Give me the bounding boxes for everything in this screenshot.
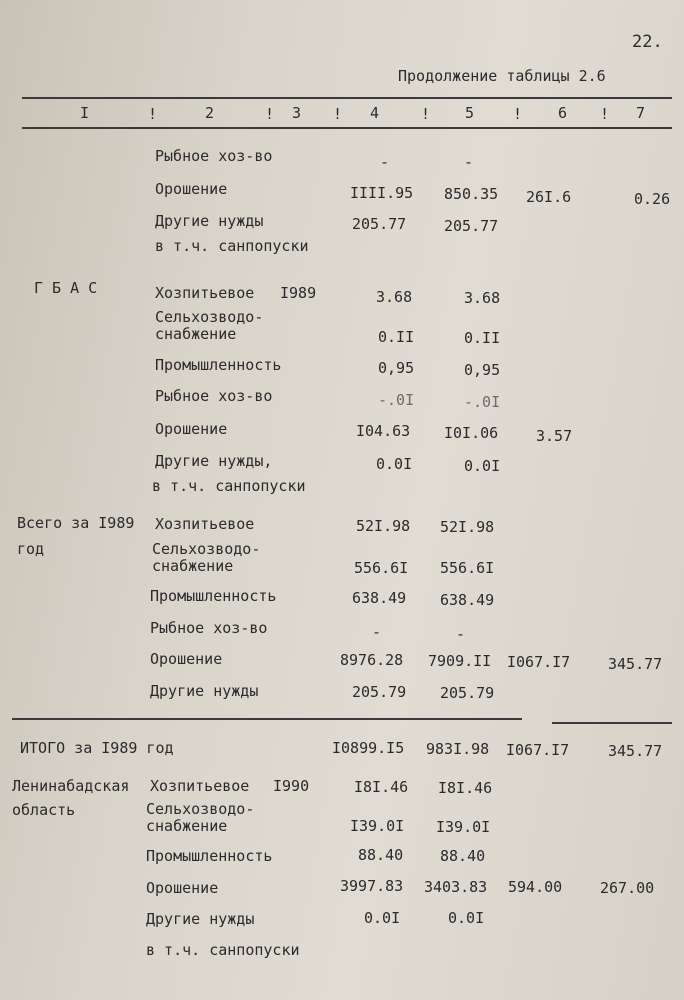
page-number: 22. [632,32,663,52]
cell-col4: 638.49 [352,589,407,607]
cell-col5: 638.49 [440,591,495,609]
cell-col5: 0,95 [464,361,501,379]
cell-col4: 0.0I [364,909,401,927]
cell-col7: 0.26 [634,190,671,208]
cell-col4: 205.79 [352,683,407,701]
cell-col7: 267.00 [600,879,655,897]
row-label: Промышленность [150,587,277,605]
cell-col4: 0,95 [378,359,415,377]
cell-col4: IIII.95 [350,184,414,202]
region-label: Всего за I989 [17,514,135,532]
cell-col7: 345.77 [608,655,663,673]
row-label: Орошение [146,879,219,897]
col-header-7: 7 [636,104,646,122]
row-label: Хозпитьевое [150,777,250,795]
row-label: снабжение [152,557,234,575]
cell-col5: 0.0I [448,909,485,927]
cell-col5: 3.68 [464,289,501,307]
row-label: Хозпитьевое [155,284,255,302]
cell-col5: 983I.98 [426,740,490,758]
cell-col4: -.0I [378,391,415,409]
region-label: Ленинабадская [12,777,130,795]
row-label: Промышленность [155,356,282,374]
cell-col4: 52I.98 [356,517,411,535]
row-label: снабжение [146,817,228,835]
col-header-1: I [80,104,90,122]
cell-col5: 3403.83 [424,878,488,896]
cell-col4: 3997.83 [340,877,404,895]
cell-col5: 556.6I [440,559,495,577]
row-sublabel: в т.ч. санпопуски [146,941,300,959]
col-separator: ! [148,105,158,123]
cell-col6: I067.I7 [506,741,570,759]
cell-col5: 7909.II [428,652,492,670]
cell-col4: I39.0I [350,817,405,835]
col-separator: ! [513,105,523,123]
cell-col5: 52I.98 [440,518,495,536]
table-caption: Продолжение таблицы 2.6 [398,67,606,85]
row-label: Орошение [155,420,228,438]
cell-col4: I04.63 [356,422,411,440]
cell-col6: I067.I7 [507,653,571,671]
cell-col4: I0899.I5 [332,739,405,757]
col-separator: ! [600,105,610,123]
row-label: Рыбное хоз-во [150,619,268,637]
total-label: ИТОГО за I989 год [20,739,174,757]
cell-col5: 205.79 [440,684,495,702]
cell-col5: 205.77 [444,217,499,235]
row-label: Другие нужды [146,910,255,928]
cell-col5: I39.0I [436,818,491,836]
region-label: Г Б А С [34,279,98,297]
col-separator: ! [333,105,343,123]
region-label: область [12,801,76,819]
row-year: I990 [273,777,310,795]
region-label: год [17,540,45,558]
col-separator: ! [265,105,275,123]
cell-col5: 0.0I [464,457,501,475]
cell-col4: 0.0I [376,455,413,473]
row-label: Другие нужды [155,212,264,230]
row-label: Хозпитьевое [155,515,255,533]
row-label: Рыбное хоз-во [155,387,273,405]
col-header-4: 4 [370,104,380,122]
row-year: I989 [280,284,317,302]
row-label: Другие нужды [150,682,259,700]
cell-col6: 3.57 [536,427,573,445]
cell-col4: 8976.28 [340,651,404,669]
total-rule [12,718,522,720]
cell-col4: 0.II [378,328,415,346]
col-header-3: 3 [292,104,302,122]
row-label: Промышленность [146,847,273,865]
cell-col5: 850.35 [444,185,499,203]
cell-col5: -.0I [464,393,501,411]
row-label: Другие нужды, [155,452,273,470]
cell-col6: 594.00 [508,878,563,896]
cell-col5: - [456,625,466,643]
cell-col5: I8I.46 [438,779,493,797]
row-label: Сельхозводо- [152,540,261,558]
col-separator: ! [421,105,431,123]
cell-col5: - [464,153,474,171]
cell-col5: 0.II [464,329,501,347]
cell-col5: I0I.06 [444,424,499,442]
row-label: Орошение [150,650,223,668]
row-label: Сельхозводо- [146,800,255,818]
cell-col4: 3.68 [376,288,413,306]
row-label: Сельхозводо- [155,308,264,326]
row-label: Орошение [155,180,228,198]
row-label: снабжение [155,325,237,343]
cell-col4: 205.77 [352,215,407,233]
cell-col4: - [372,623,382,641]
cell-col4: 556.6I [354,559,409,577]
row-label: Рыбное хоз-во [155,147,273,165]
cell-col4: 88.40 [358,846,404,864]
header-bottom-rule [22,127,672,129]
col-header-6: 6 [558,104,568,122]
cell-col5: 88.40 [440,847,486,865]
cell-col6: 26I.6 [526,188,572,206]
total-rule [552,722,672,724]
cell-col4: I8I.46 [354,778,409,796]
cell-col4: - [380,153,390,171]
col-header-5: 5 [465,104,475,122]
row-sublabel: в т.ч. санпопуски [155,237,309,255]
cell-col7: 345.77 [608,742,663,760]
header-top-rule [22,97,672,99]
row-sublabel: в т.ч. санпопуски [152,477,306,495]
col-header-2: 2 [205,104,215,122]
